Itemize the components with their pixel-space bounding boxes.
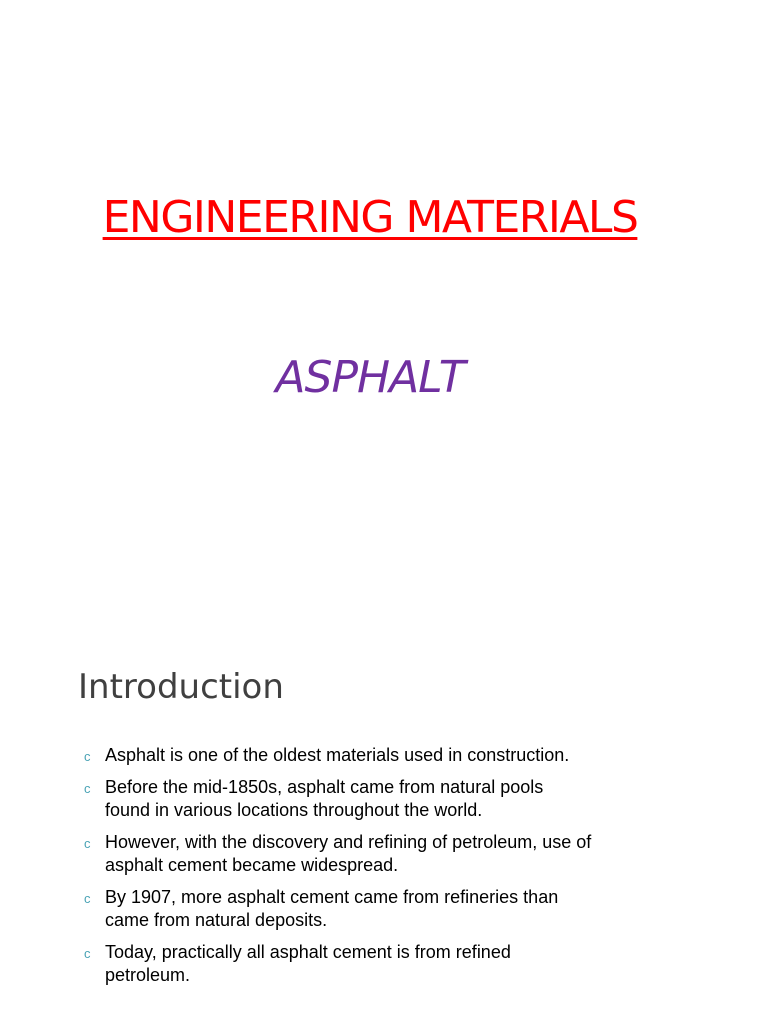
bullet-icon: c bbox=[84, 836, 91, 851]
bullet-list bbox=[84, 744, 724, 996]
bullet-icon: c bbox=[84, 946, 91, 961]
bullet-icon: c bbox=[84, 781, 91, 796]
bullet-text-continuation: found in various locations throughout the world. bbox=[105, 800, 483, 820]
page-title: ENGINEERING MATERIALS bbox=[102, 192, 638, 243]
page-subtitle: ASPHALT bbox=[275, 352, 465, 403]
bullet-text: By 1907, more asphalt cement came from refineries than bbox=[105, 887, 559, 907]
bullet-icon: c bbox=[84, 891, 91, 906]
bullet-text-continuation: petroleum. bbox=[105, 965, 191, 985]
list-item bbox=[84, 744, 724, 767]
bullet-text: However, with the discovery and refining of petroleum, use of bbox=[105, 832, 592, 852]
list-item bbox=[84, 831, 724, 877]
bullet-text-continuation: came from natural deposits. bbox=[105, 910, 328, 930]
bullet-icon: c bbox=[84, 749, 91, 764]
bullet-text: Before the mid-1850s, asphalt came from natural pools bbox=[105, 777, 544, 797]
bullet-text-continuation: asphalt cement became widespread. bbox=[105, 855, 399, 875]
bullet-text: Today, practically all asphalt cement is from refined bbox=[105, 942, 511, 962]
bullet-text: Asphalt is one of the oldest materials used in construction. bbox=[105, 745, 570, 765]
section-heading: Introduction bbox=[78, 667, 284, 707]
list-item bbox=[84, 776, 724, 822]
list-item bbox=[84, 941, 724, 987]
list-item bbox=[84, 886, 724, 932]
introduction-slide bbox=[0, 640, 768, 1024]
